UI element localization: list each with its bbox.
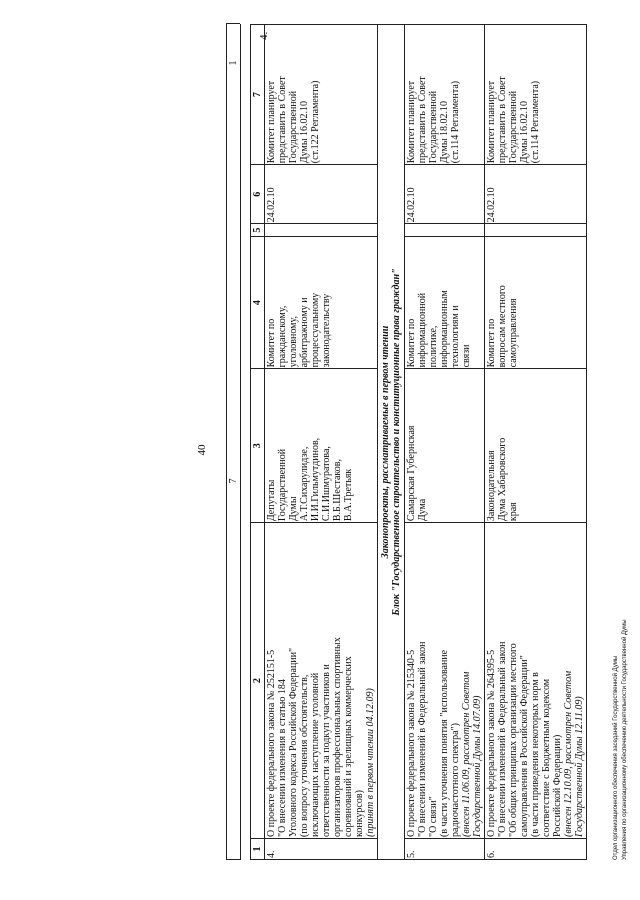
row5-col3-line: Дума (417, 498, 428, 522)
footer-line-2: Управления по организационному обеспечению деятельности Государственной Думы (622, 619, 628, 860)
row5-col7-line: (ст.114 Регламента) (450, 80, 461, 164)
row5-col4-line: связи (461, 344, 472, 368)
row6-col7-line: Комитет планирует (486, 80, 497, 164)
row4-col3-line: С.И.Ишмуратова, (321, 446, 332, 522)
row5-col2-line: О проекте федерального закона № 215340-5 (406, 649, 417, 837)
row4-col4-line: арбитражному и (299, 297, 310, 368)
header-col-7: 7 (228, 478, 239, 484)
header-col-6: 6 (251, 165, 265, 224)
row4-col2-line: (по вопросу уточнения обстоятельств, (299, 674, 310, 837)
row4-num: 4. (265, 839, 378, 860)
row6-col2-line: "О внесении изменений в Федеральный закон (497, 641, 508, 837)
row6-col7-line: представить в Совет (497, 76, 508, 164)
table-top-border (226, 24, 227, 860)
row5-col7-line: Комитет планирует (406, 80, 417, 164)
header-col-1: 1 (251, 839, 265, 860)
row6-col2-line: (в части приведения некоторых норм в (530, 672, 541, 837)
row6-col7-line: (ст.114 Регламента) (530, 80, 541, 164)
table-right-border (226, 23, 240, 24)
row6-num: 6. (485, 839, 587, 860)
row6-col7-line: Государственной (508, 90, 519, 164)
row6-col3-line: края (508, 502, 519, 522)
row4-col2-line: исключающих наступление уголовной (310, 672, 321, 837)
row4-col7-line: Комитет планирует (266, 80, 277, 164)
row4-col7-line: представить в Совет (277, 76, 288, 164)
row6-col4-line: Комитет по (486, 318, 497, 368)
row4-col2-line: О проекте федерального закона № 252151-5 (266, 649, 277, 837)
footer-line-1: Отдел организационного обеспечения заседаний Государственной Думы (613, 655, 619, 860)
row4-col7-line: (ст.122 Регламента) (310, 80, 321, 164)
row4-col4-line: гражданскому, (277, 305, 288, 368)
header-col-2: 2 (251, 523, 265, 839)
row5-col4-line: политике, (428, 325, 439, 368)
row4-num: 4. (258, 31, 270, 40)
row6-date: 24.02.10 (485, 165, 587, 224)
header-col-1: 1 (228, 60, 239, 66)
row6-col2-line: О проекте федерального закона № 264395-5 (486, 649, 497, 837)
row5-col4-line: информационным (439, 290, 450, 368)
row6-col2-note: Государственной Думы 12.11.09) (574, 696, 585, 837)
section-title: Законопроекты, рассматриваемые в первом чтении (380, 325, 391, 559)
row4-col3-line: Государственной (277, 448, 288, 522)
row5-col2-note: (внесен 11.06.09, рассмотрен Советом (461, 671, 472, 837)
row5-col4-line: технологиям и (450, 305, 461, 368)
row4-col4-line: процессуальному (310, 292, 321, 368)
header-col-3: 3 (251, 369, 265, 523)
row5-num: 5. (405, 839, 485, 860)
row5-col3-line: Самарская Губернская (406, 425, 417, 522)
row4-col4-line: законодательству (321, 293, 332, 368)
row4-col2-line: Уголовного кодекса Российской Федерации" (288, 647, 299, 837)
row6-col2-line: "Об общих принципах организации местного (508, 643, 519, 837)
row4-col3-line: Депутаты (266, 479, 277, 522)
row5-col2-line: радиочастотного спектра") (450, 722, 461, 837)
row5-date: 24.02.10 (405, 165, 485, 224)
row4-col2-line: ответственности за подкуп участников и (321, 664, 332, 837)
row4-col2-line: "О внесении изменения в статью 184 (277, 679, 288, 837)
row6-col4-line: вопросам местного (497, 285, 508, 368)
row4-col5 (265, 224, 378, 236)
row4-col3-line: И.И.Гильмутдинов, (310, 437, 321, 522)
row5-col2-note: Государственной Думы 14.07.09) (472, 695, 483, 837)
row5-col2-line: "О связи" (428, 796, 439, 837)
section-block-title: Блок "Государственное строительство и конституционные права граждан" (391, 268, 402, 616)
row4-col7-line: Думы 16.02.10 (299, 100, 310, 164)
row4-col2-line: соревнований и зрелищных коммерческих (343, 656, 354, 837)
row5-col2-line: "О внесении изменений в Федеральный закон (417, 641, 428, 837)
row6-col4-line: самоуправления (508, 298, 519, 368)
row6-col3-line: Дума Хабаровского (497, 437, 508, 522)
row5-col2-line: (в части уточнения понятия "использование (439, 649, 450, 837)
row5-col4-line: информационной (417, 292, 428, 368)
row4-col3-line: Думы (288, 496, 299, 522)
header-bottom-border (240, 24, 241, 860)
page-number: 40 (196, 444, 208, 456)
row4-col7-line: Государственной (288, 90, 299, 164)
row6-col2-note: (внесен 12.10.09, рассмотрен Советом (563, 670, 574, 837)
row6-col2-line: самоуправления в Российской Федерации" (519, 655, 530, 837)
row6-col7-line: Думы 16.02.10 (519, 100, 530, 164)
row4-col2-line: организаторов профессиональных спортивных (332, 637, 343, 837)
row4-col2-note: (принят в первом чтении 04.12.09) (365, 688, 376, 837)
document-table (250, 24, 610, 860)
row5-col4-line: Комитет по (406, 318, 417, 368)
row4-col4-line: Комитет по (266, 318, 277, 368)
row4-col2-line: конкурсов) (354, 790, 365, 837)
row4-col3-line: А.Т.Сихарулидзе, (299, 446, 310, 522)
header-col-7: 7 (251, 25, 265, 165)
row6-col3-line: Законодательная (486, 450, 497, 522)
row4-col4-line: уголовному, (288, 315, 299, 368)
row5-col7-line: представить в Совет (417, 76, 428, 164)
row4-col3-line: В.Б.Шестаков, (332, 459, 343, 522)
row5-col7-line: Государственной (428, 90, 439, 164)
table-left-border (226, 859, 240, 860)
header-col-4: 4 (251, 236, 265, 369)
row4-date: 24.02.10 (265, 165, 378, 224)
header-col-5: 5 (251, 224, 265, 236)
row6-col2-line: соответствие с Бюджетным кодексом (541, 678, 552, 837)
row6-col5 (485, 224, 587, 236)
row6-col2-line: Российской Федерации) (552, 734, 563, 837)
row5-col5 (405, 224, 485, 236)
row5-col7-line: Думы 18.02.10 (439, 100, 450, 164)
row4-col3-line: В.А.Третьяк (343, 468, 354, 522)
